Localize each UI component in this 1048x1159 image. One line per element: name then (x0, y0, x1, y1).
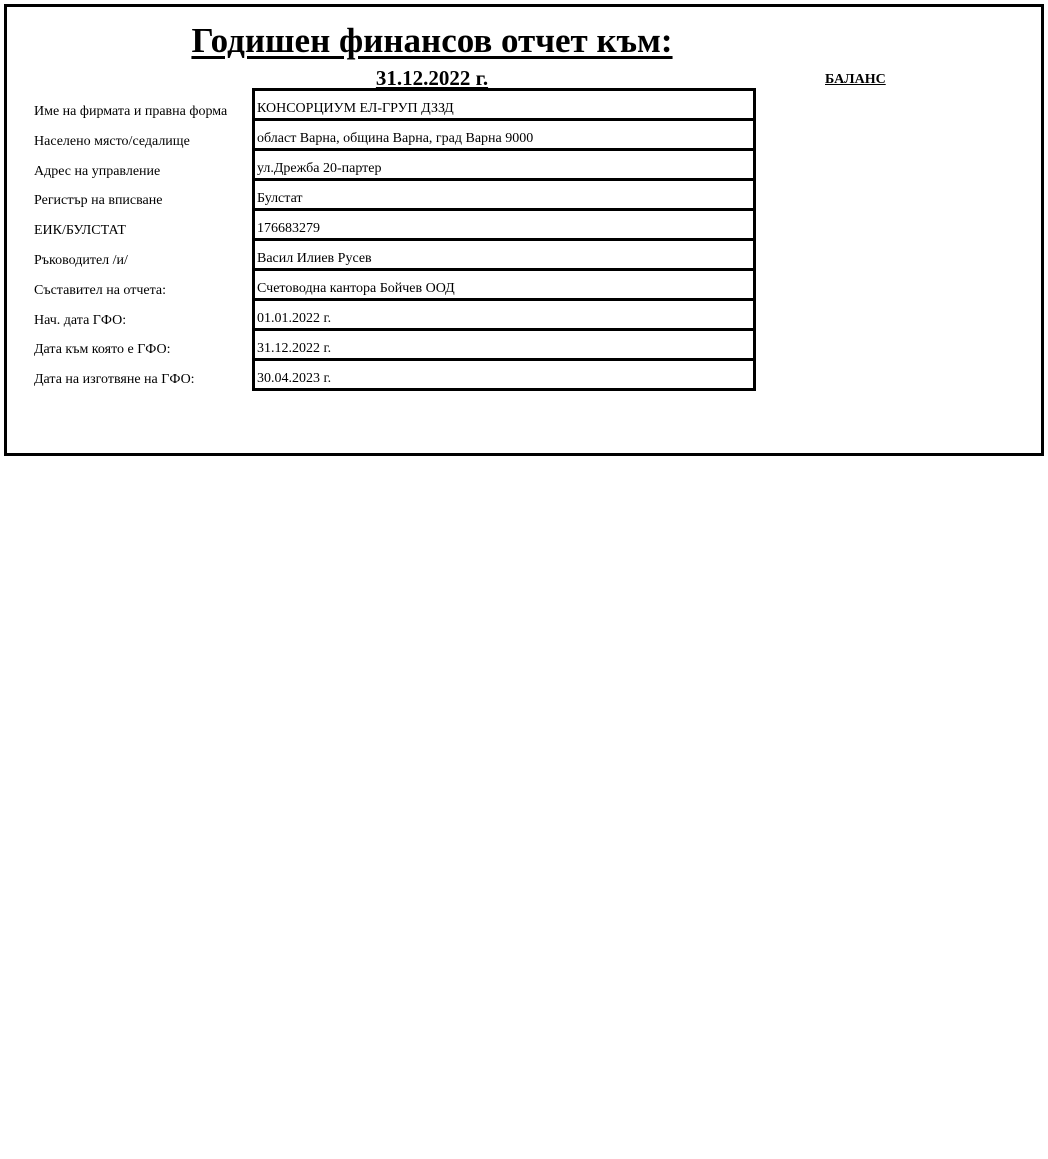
field-value-report-date: 31.12.2022 г. (255, 331, 753, 361)
field-label-register: Регистър на вписване (34, 193, 163, 209)
field-value-start-date: 01.01.2022 г. (255, 301, 753, 331)
field-value-manager: Васил Илиев Русев (255, 241, 753, 271)
report-date: 31.12.2022 г. (375, 66, 489, 90)
field-value-compiler: Счетоводна кантора Бойчев ООД (255, 271, 753, 301)
field-label-compiler: Съставител на отчета: (34, 282, 167, 298)
field-value-eik: 176683279 (255, 211, 753, 241)
field-labels-column (34, 93, 249, 391)
field-value-prepared-date: 30.04.2023 г. (255, 361, 753, 391)
report-frame (4, 4, 1044, 456)
field-label-location: Населено място/седалище (34, 133, 190, 149)
field-label-address: Адрес на управление (34, 163, 161, 179)
report-title: Годишен финансов отчет към: (191, 21, 673, 60)
field-label-start-date: Нач. дата ГФО: (34, 312, 127, 328)
field-label-company-name: Име на фирмата и правна форма (34, 104, 228, 119)
balance-section-label: БАЛАНС (825, 72, 886, 87)
field-value-company-name: КОНСОРЦИУМ ЕЛ-ГРУП ДЗЗД (255, 91, 753, 121)
field-value-location: област Варна, община Варна, град Варна 9000 (255, 121, 753, 151)
field-label-report-date: Дата към която е ГФО: (34, 342, 171, 358)
field-label-eik: ЕИК/БУЛСТАТ (34, 223, 126, 239)
field-label-manager: Ръководител /и/ (34, 252, 128, 268)
field-label-prepared-date: Дата на изготвяне на ГФО: (34, 372, 195, 388)
field-value-register: Булстат (255, 181, 753, 211)
field-value-address: ул.Дрежба 20-партер (255, 151, 753, 181)
field-values-table (252, 88, 756, 391)
